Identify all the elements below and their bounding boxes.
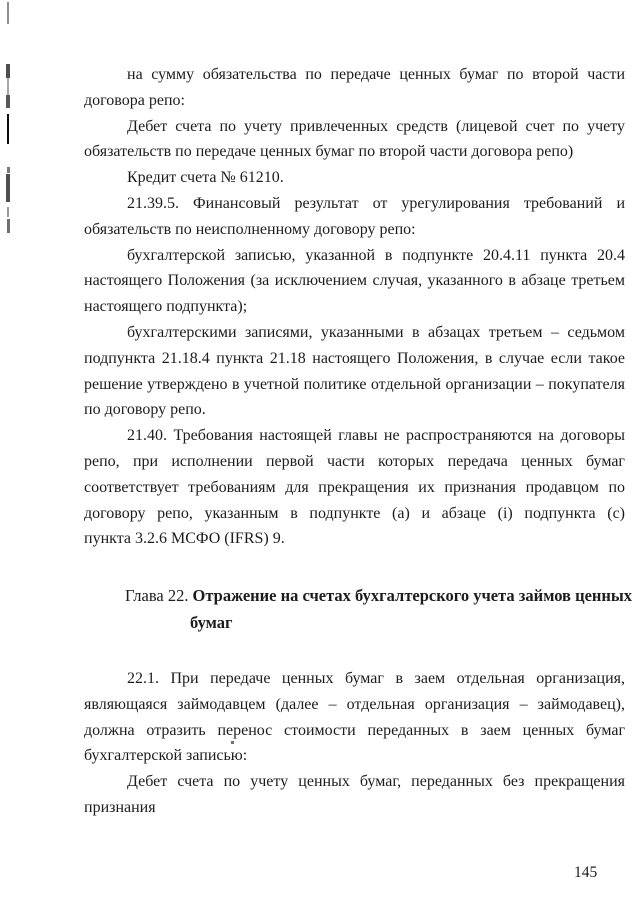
scan-artifact: [7, 207, 9, 217]
text-line: являющаяся займодавцем (далее – отдельная организация – займодавец),: [84, 695, 625, 713]
text-line: бухгалтерскими записями, указанными в абзацах третьем – седьмом: [127, 323, 625, 341]
text-line: бухгалтерской записью, указанной в подпункте 20.4.11 пункта 20.4: [127, 246, 625, 264]
chapter-heading-line-2: бумаг: [190, 613, 233, 632]
text-line: Дебет счета по учету привлеченных средств (лицевой счет по учету: [127, 117, 625, 135]
text-line: по договору репо.: [84, 401, 206, 419]
text-line: настоящего подпункта);: [84, 298, 248, 316]
text-line: обязательств по передаче ценных бумаг по второй части договора репо): [84, 143, 574, 161]
text-line: настоящего Положения (за исключением случая, указанного в абзаце третьем: [84, 272, 625, 290]
scan-artifact: [7, 78, 9, 96]
text-line: подпункта 21.18.4 пункта 21.18 настоящего Положения, в случае если такое: [84, 349, 625, 367]
page-number: 145: [574, 864, 598, 881]
text-line: Дебет счета по учету ценных бумаг, переданных без прекращения: [127, 773, 625, 791]
chapter-title: Отражение на счетах бухгалтерского учета займов ценных: [192, 586, 633, 605]
text-line: договору репо, указанным в подпункте (а) и абзаце (i) подпункта (с): [84, 504, 625, 522]
text-line: 21.40. Требования настоящей главы не распространяются на договоры: [127, 427, 625, 445]
scan-artifact: [7, 167, 10, 173]
scan-artifact: [7, 114, 9, 144]
text-line: пункта 3.2.6 МСФО (IFRS) 9.: [84, 530, 285, 548]
scan-artifact: [7, 219, 10, 233]
text-line: обязательств по неисполненному договору репо:: [84, 220, 416, 238]
text-line: 22.1. При передаче ценных бумаг в заем отдельная организация,: [127, 670, 625, 687]
text-line: признания: [84, 798, 156, 816]
text-line: на сумму обязательства по передаче ценных бумаг по второй части: [127, 66, 625, 83]
body-text-section-2: [84, 666, 625, 821]
text-line: должна отразить перенос стоимости переданных в заем ценных бумаг: [84, 721, 625, 739]
body-text-section-1: [84, 62, 625, 552]
text-line: решение утверждено в учетной политике отдельной организации – покупателя: [84, 375, 625, 393]
scan-artifact: [7, 2, 9, 24]
chapter-heading-line-1: [125, 583, 632, 609]
text-line: Кредит счета № 61210.: [127, 169, 284, 187]
text-line: 21.39.5. Финансовый результат от урегулирования требований и: [127, 194, 625, 212]
text-line: соответствует требованиям для прекращения их признания продавцом по: [84, 478, 625, 496]
text-line: бухгалтерской записью:: [84, 747, 248, 765]
scan-artifact: [6, 64, 10, 78]
text-line: репо, при исполнении первой части которых передача ценных бумаг: [84, 452, 625, 470]
scan-artifact: [6, 95, 10, 108]
text-line: договора репо:: [84, 91, 185, 109]
scan-artifact: [6, 174, 10, 202]
chapter-number: Глава 22.: [125, 586, 189, 605]
